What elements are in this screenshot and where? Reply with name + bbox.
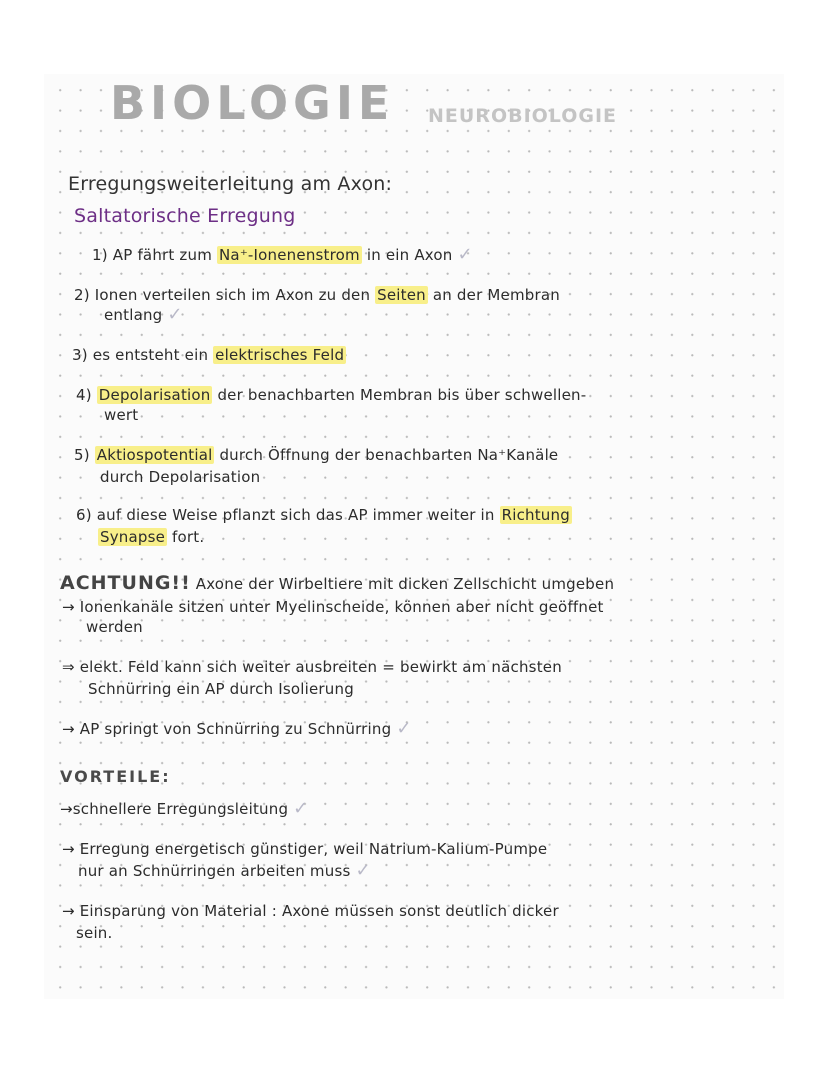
step-3	[72, 346, 346, 364]
page-subtitle: NEUROBIOLOGIE	[428, 105, 618, 127]
step-5	[74, 446, 558, 464]
step-text: Ionen verteilen sich im Axon zu den	[94, 286, 376, 304]
step-text: durch Öffnung der benachbarten Na⁺Kanäle	[214, 446, 559, 464]
highlighted-term: Seiten	[377, 286, 426, 304]
step-text: auf diese Weise pflanzt sich das AP immer weiter in	[96, 506, 500, 524]
highlighted-term: Depolarisation	[98, 386, 211, 404]
step-4	[76, 386, 586, 404]
advantage-1	[60, 800, 308, 818]
highlighted-term: Aktiospotential	[96, 446, 213, 464]
step-text: fort.	[167, 528, 205, 546]
arrow-right-icon: →	[62, 598, 75, 616]
step-6-continuation	[98, 528, 204, 546]
implication-line-2	[88, 680, 354, 698]
advantage-text: Einsparung von Material : Axone müssen sonst deutlich dicker	[79, 902, 559, 920]
topic-subheading: Saltatorische Erregung	[74, 205, 296, 227]
highlighted-term: elektrisches Feld	[215, 346, 345, 364]
step-text: der benachbarten Membran bis über schwellen-	[212, 386, 587, 404]
step-number: 4)	[76, 386, 92, 404]
advantage-2	[62, 840, 547, 858]
warning-text: werden	[86, 618, 143, 636]
step-text: durch Depolarisation	[100, 468, 261, 486]
step-number: 3)	[72, 346, 88, 364]
advantages-label: VORTEILE:	[60, 767, 171, 786]
step-text: es entsteht ein	[92, 346, 214, 364]
warning-text: Ionenkanäle sitzen unter Myelinscheide, können aber nicht geöffnet	[79, 598, 604, 616]
step-4-continuation	[104, 406, 138, 424]
arrow-right-icon: →	[60, 800, 73, 818]
checkmark-icon: ✓	[396, 718, 412, 739]
jump-line	[62, 720, 412, 738]
page-title: BIOLOGIE	[110, 76, 395, 130]
arrow-right-icon: →	[62, 720, 75, 738]
warning-text: Axone der Wirbeltiere mit dicken Zellschicht umgeben	[195, 575, 615, 593]
advantage-text: schnellere Erregungsleitung	[72, 800, 289, 818]
advantage-3-continuation	[76, 924, 113, 942]
step-6	[76, 506, 572, 524]
step-2-continuation	[104, 306, 183, 324]
highlighted-term: Na⁺-Ionenenstrom	[219, 246, 360, 264]
arrow-right-icon: →	[62, 902, 75, 920]
checkmark-icon: ✓	[355, 860, 371, 881]
implication-text: Schnürring ein AP durch Isolierung	[88, 680, 354, 698]
warning-label: ACHTUNG!!	[60, 572, 191, 594]
topic-heading: Erregungsweiterleitung am Axon:	[68, 173, 393, 195]
warning-line-3	[86, 618, 143, 636]
double-arrow-icon: ⇒	[62, 658, 75, 676]
step-5-continuation	[100, 468, 260, 486]
advantage-2-continuation	[78, 862, 371, 880]
advantage-text: nur an Schnürringen arbeiten muss	[78, 862, 351, 880]
step-text: AP fährt zum	[112, 246, 217, 264]
checkmark-icon: ✓	[167, 304, 183, 325]
step-number: 5)	[74, 446, 90, 464]
step-text: an der Membran	[427, 286, 560, 304]
highlighted-term: Synapse	[100, 528, 166, 546]
warning-line-2	[62, 598, 604, 616]
highlighted-term: Richtung	[501, 506, 570, 524]
step-text: wert	[104, 406, 139, 424]
step-number: 2)	[74, 286, 90, 304]
jump-text: AP springt von Schnürring zu Schnürring	[79, 720, 392, 738]
checkmark-icon: ✓	[457, 244, 473, 265]
step-2	[74, 286, 560, 304]
checkmark-icon: ✓	[293, 798, 309, 819]
step-text: in ein Axon	[361, 246, 453, 264]
implication-text: elekt. Feld kann sich weiter ausbreiten = bewirkt am nächsten	[79, 658, 562, 676]
step-1	[92, 246, 473, 264]
step-number: 6)	[76, 506, 92, 524]
step-number: 1)	[92, 246, 108, 264]
implication-line-1	[62, 658, 562, 676]
advantage-text: Erregung energetisch günstiger, weil Natrium-Kalium-Pumpe	[79, 840, 548, 858]
arrow-right-icon: →	[62, 840, 75, 858]
step-text: entlang	[104, 306, 163, 324]
warning-line-1	[60, 574, 614, 593]
advantage-3	[62, 902, 559, 920]
advantage-text: sein.	[76, 924, 113, 942]
